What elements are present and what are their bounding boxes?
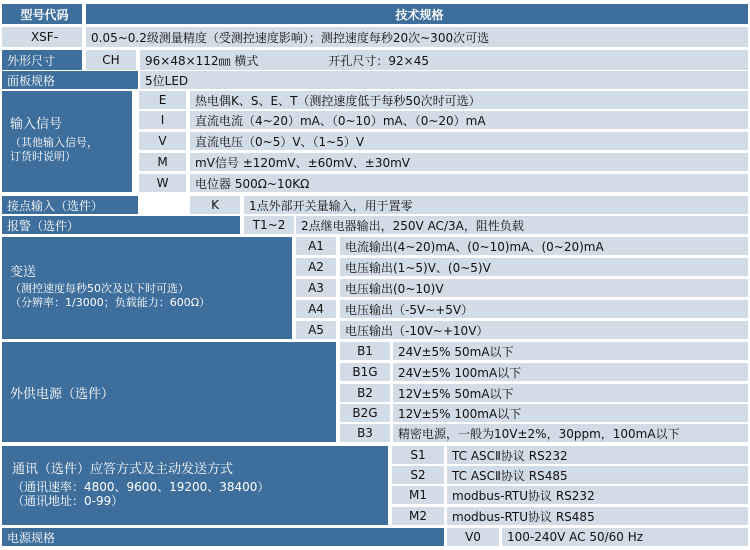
shape-size: 96×48×112㎜ 横式 — [145, 53, 259, 68]
input-note-1: （其他输入信号， — [10, 136, 98, 149]
power-supply-code-b2g: B2G — [340, 404, 390, 422]
alarm-code: T1~2 — [244, 216, 294, 234]
power-supply-desc-b2: 12V±5% 50mA以下 — [393, 384, 748, 402]
power-code: V0 — [447, 528, 499, 546]
transmit-code-a3: A3 — [296, 279, 336, 297]
transmit-note-2: （分辨率：1/3000；负载能力：600Ω） — [10, 296, 211, 309]
comm-note-2: （通讯地址：0-99） — [12, 494, 124, 508]
power-supply-label: 外供电源（选件） — [2, 342, 336, 442]
power-supply-code-b2: B2 — [340, 384, 390, 402]
comm-label-block — [2, 446, 388, 525]
comm-label: 通讯（选件）应答方式及主动发送方式 — [12, 462, 234, 477]
power-supply-code-b1g: B1G — [340, 363, 390, 381]
power-supply-code-b3: B3 — [340, 424, 390, 442]
comm-desc-m1: modbus-RTU协议 RS232 — [447, 486, 748, 504]
transmit-code-a1: A1 — [296, 237, 336, 255]
transmit-note-1: （测控速度每秒50次及以下时可选） — [10, 282, 189, 295]
comm-note-1: （通讯速率：4800、9600、19200、38400） — [12, 480, 270, 494]
shape-desc-row — [140, 50, 748, 70]
alarm-desc: 2点继电器输出，250V AC/3A，阻性负载 — [296, 216, 748, 234]
power-label: 电源规格 — [2, 528, 444, 546]
transmit-desc-a5: 电压输出（-10V~+10V） — [340, 321, 748, 339]
power-supply-desc-b1: 24V±5% 50mA以下 — [393, 342, 748, 360]
input-desc-e: 热电偶K、S、E、T（测控速度低于每秒50次时可选） — [190, 91, 748, 109]
comm-code-m2: M2 — [392, 507, 444, 525]
input-code-v: V — [139, 132, 186, 150]
contact-code: K — [190, 196, 240, 214]
transmit-code-a5: A5 — [296, 321, 336, 339]
comm-desc-s1: TC ASCⅡ协议 RS232 — [447, 446, 748, 464]
panel-value: 5位LED — [140, 71, 748, 89]
transmit-desc-a4: 电压输出（-5V~+5V） — [340, 300, 748, 318]
transmit-desc-a2: 电压输出(1~5)V、(0~5)V — [340, 258, 748, 276]
comm-code-m1: M1 — [392, 486, 444, 504]
input-label: 输入信号 — [10, 117, 63, 132]
input-desc-v: 直流电压（0~5）V、（1~5）V — [190, 132, 748, 150]
transmit-code-a2: A2 — [296, 258, 336, 276]
contact-label: 接点输入（选件） — [2, 196, 138, 214]
comm-code-s1: S1 — [392, 446, 444, 464]
transmit-desc-a3: 电压输出(0~10)V — [340, 279, 748, 297]
comm-desc-s2: TC ASCⅡ协议 RS485 — [447, 466, 748, 484]
power-supply-desc-b2g: 12V±5% 100mA以下 — [393, 404, 748, 422]
comm-desc-m2: modbus-RTU协议 RS485 — [447, 507, 748, 525]
model-desc: 0.05~0.2级测量精度（受测控速度影响）；测控速度每秒20次~300次可选 — [86, 27, 748, 47]
contact-desc: 1点外部开关量输入，用于置零 — [244, 196, 748, 214]
input-code-e: E — [139, 91, 186, 109]
shape-cutout: 开孔尺寸：92×45 — [328, 53, 429, 68]
input-label-block — [2, 91, 132, 192]
header-spec: 技术规格 — [86, 4, 748, 24]
transmit-label-block — [2, 237, 292, 339]
power-desc: 100-240V AC 50/60 Hz — [502, 528, 748, 546]
power-supply-code-b1: B1 — [340, 342, 390, 360]
input-code-i: I — [139, 111, 186, 129]
input-desc-m: mV信号 ±120mV、±60mV、±30mV — [190, 153, 748, 171]
shape-code: CH — [86, 50, 136, 70]
comm-code-s2: S2 — [392, 466, 444, 484]
header-model-code: 型号代码 — [2, 4, 82, 24]
input-code-w: W — [139, 174, 186, 192]
input-desc-i: 直流电流（4~20）mA、（0~10）mA、（0~20）mA — [190, 111, 748, 129]
power-supply-desc-b3: 精密电源，一般为10V±2%，30ppm，100mA以下 — [393, 424, 748, 442]
input-note-2: 订货时说明） — [10, 150, 76, 163]
power-supply-desc-b1g: 24V±5% 100mA以下 — [393, 363, 748, 381]
transmit-desc-a1: 电流输出(4~20)mA、(0~10)mA、(0~20)mA — [340, 237, 748, 255]
input-code-m: M — [139, 153, 186, 171]
input-desc-w: 电位器 500Ω~10KΩ — [190, 174, 748, 192]
transmit-code-a4: A4 — [296, 300, 336, 318]
panel-label: 面板规格 — [2, 71, 138, 89]
model-code: XSF- — [2, 27, 82, 47]
alarm-label: 报警（选件） — [2, 216, 240, 234]
shape-label: 外形尺寸 — [2, 50, 82, 70]
transmit-label: 变送 — [10, 265, 37, 280]
